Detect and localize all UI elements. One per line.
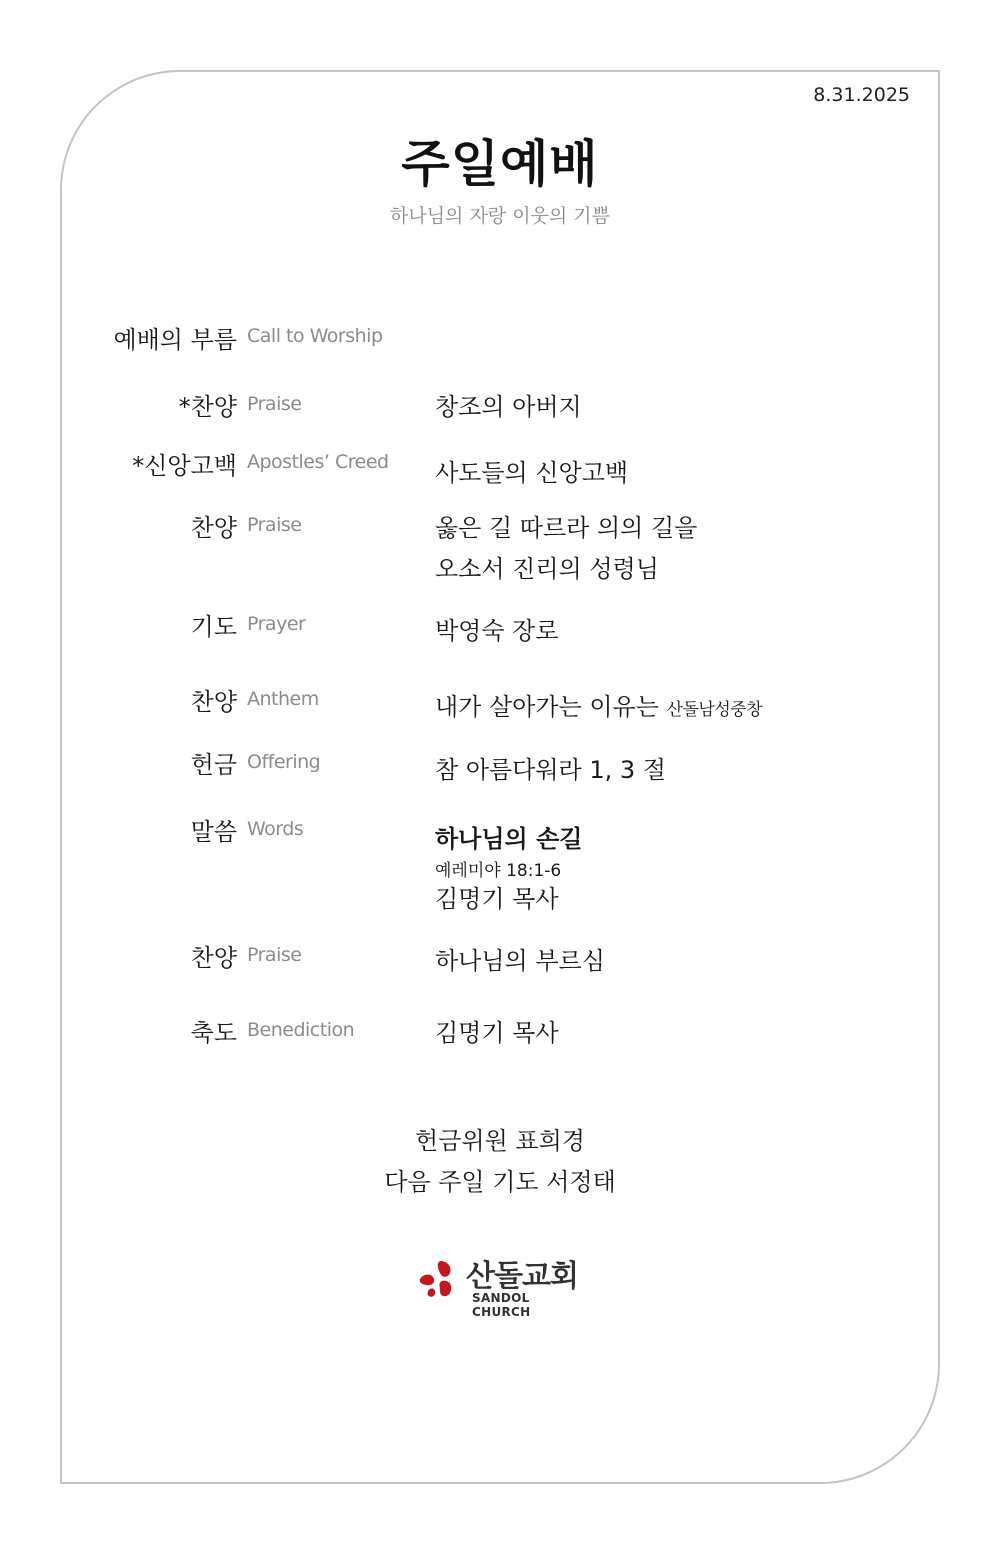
praise-3-title: 하나님의 부르심 <box>435 947 605 975</box>
praise-2-title-2: 오소서 진리의 성령님 <box>435 555 659 583</box>
prayer-label-en: Prayer <box>247 613 306 635</box>
page-title: 주일예배 <box>401 135 599 193</box>
prayer-leader: 박영숙 장로 <box>435 617 559 645</box>
praise-1-label: *찬양 <box>178 393 237 421</box>
words-label: 말씀 <box>190 818 237 846</box>
creed-label: *신앙고백 <box>132 452 237 480</box>
creed-label-en: Apostles’ Creed <box>247 451 389 473</box>
sermon-title: 하나님의 손길 <box>435 825 583 853</box>
church-name-en: SANDOL CHURCH <box>472 1291 531 1319</box>
church-logo <box>418 1255 588 1319</box>
page-subtitle: 하나님의 자랑 이웃의 기쁨 <box>389 205 610 227</box>
anthem-label-en: Anthem <box>247 688 319 710</box>
church-name-ko: 산돌교회 <box>466 1259 578 1294</box>
praise-2-title-1: 옳은 길 따르라 의의 길을 <box>435 514 698 542</box>
anthem-title: 내가 살아가는 이유는 <box>435 693 659 721</box>
offering-committee-note: 헌금위원 표희경 <box>415 1127 585 1155</box>
scripture-reference: 예레미야 18:1-6 <box>435 861 562 881</box>
benediction-label: 축도 <box>190 1019 237 1047</box>
praise-1-label-en: Praise <box>247 393 302 415</box>
anthem-performer: 산돌남성중창 <box>666 700 763 720</box>
praise-1-title: 창조의 아버지 <box>435 393 582 421</box>
anthem-label: 찬양 <box>190 688 237 716</box>
prayer-label: 기도 <box>190 613 237 641</box>
call-to-worship-label-en: Call to Worship <box>247 325 383 347</box>
offering-label-en: Offering <box>247 751 321 773</box>
words-label-en: Words <box>247 818 304 840</box>
church-logo-icon <box>418 1259 458 1299</box>
anthem-row <box>435 687 762 722</box>
creed-title: 사도들의 신앙고백 <box>435 459 629 487</box>
call-to-worship-label: 예배의 부름 <box>113 326 237 354</box>
praise-2-label: 찬양 <box>190 514 237 542</box>
praise-3-label: 찬양 <box>190 944 237 972</box>
next-week-prayer-note: 다음 주일 기도 서정태 <box>384 1168 616 1196</box>
benediction-minister: 김명기 목사 <box>435 1019 559 1047</box>
benediction-label-en: Benediction <box>247 1019 355 1041</box>
offering-hymn: 참 아름다워라 1, 3 절 <box>435 756 666 784</box>
service-date: 8.31.2025 <box>813 84 910 106</box>
preacher-name: 김명기 목사 <box>435 885 559 913</box>
offering-label: 헌금 <box>190 751 237 779</box>
praise-2-label-en: Praise <box>247 514 302 536</box>
praise-3-label-en: Praise <box>247 944 302 966</box>
